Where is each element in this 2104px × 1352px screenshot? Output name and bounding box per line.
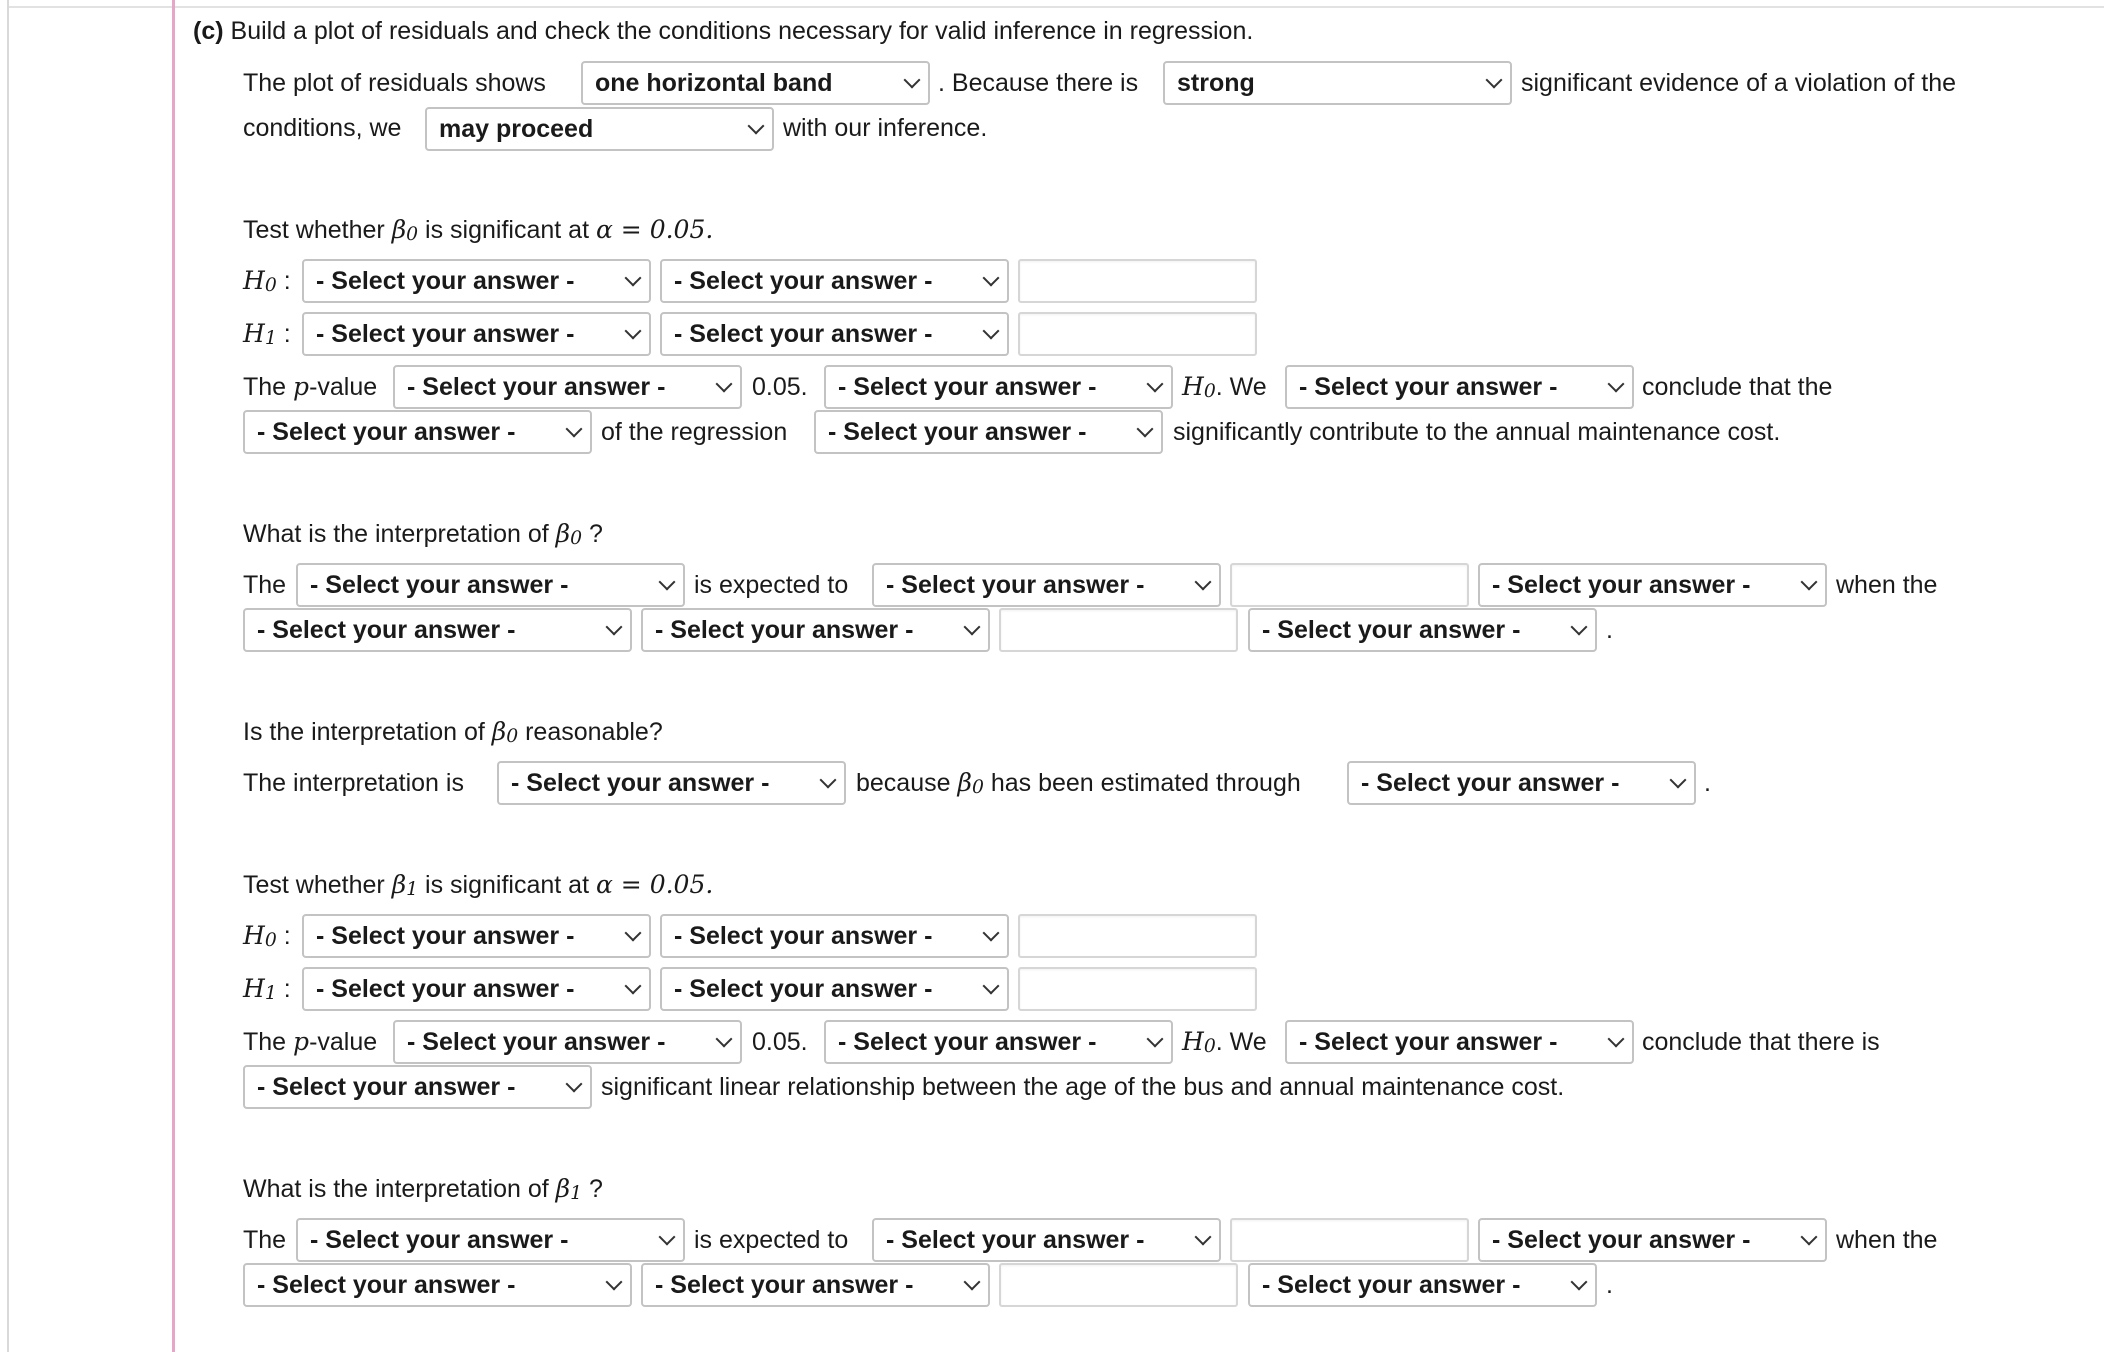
b1-decision-select[interactable]: - Select your answer - (824, 1020, 1173, 1064)
alpha-level: α = 0.05. (595, 870, 714, 899)
chevron-down-icon (1147, 376, 1164, 393)
b1-can-select[interactable]: - Select your answer - (1285, 1020, 1634, 1064)
b0-interp-unit2-select[interactable]: - Select your answer - (1248, 608, 1597, 652)
b1-h1-value-input[interactable] (1018, 967, 1257, 1011)
b1-linear-text: significant linear relationship between the age of the bus and annual maintenance cost. (601, 1073, 1565, 1101)
b0-interp-variable-select[interactable]: - Select your answer - (243, 608, 632, 652)
b0-h0-label: $H_0$ : (243, 266, 291, 297)
chevron-down-icon (1147, 1031, 1164, 1048)
chevron-down-icon (904, 72, 921, 89)
b0-threshold: 0.05. (752, 373, 808, 401)
residuals-text-1: The plot of residuals shows (243, 69, 546, 97)
beta1-symbol: $\beta_1$ (391, 870, 419, 901)
b1-interp-expected: is expected to (694, 1226, 849, 1254)
b1-conclude-text: conclude that there is (1642, 1028, 1880, 1056)
chevron-down-icon (1801, 1229, 1818, 1246)
b0-h1-param-select[interactable]: - Select your answer - (302, 312, 651, 356)
b0-h1-value-input[interactable] (1018, 312, 1257, 356)
b1-interp-unit-select[interactable]: - Select your answer - (1478, 1218, 1827, 1262)
b1-interp-the: The (243, 1226, 287, 1254)
chevron-down-icon (964, 619, 981, 636)
chevron-down-icon (716, 1031, 733, 1048)
chevron-down-icon (659, 1229, 676, 1246)
chevron-down-icon (1486, 72, 1503, 89)
chevron-down-icon (983, 323, 1000, 340)
b1-interp-question: What is the interpretation of $\beta_1$ ? (243, 1174, 603, 1205)
b1-interp-when: when the (1836, 1226, 1938, 1254)
b1-h1-param-select[interactable]: - Select your answer - (302, 967, 651, 1011)
b0-h0-we: $H_0$. We (1182, 372, 1267, 403)
b0-term-select[interactable]: - Select your answer - (243, 410, 592, 454)
b0-reasonable-select[interactable]: - Select your answer - (497, 761, 846, 805)
residuals-text-2: . Because there is (938, 69, 1139, 97)
chevron-down-icon (820, 772, 837, 789)
b0-interp-period: . (1606, 616, 1613, 644)
residuals-text-4: conditions, we (243, 114, 402, 142)
b0-interp-direction-select[interactable]: - Select your answer - (872, 563, 1221, 607)
evidence-strength-select[interactable]: strong (1163, 61, 1512, 105)
b1-pvalue-label: The p-value (243, 1027, 378, 1056)
b0-h0-relation-select[interactable]: - Select your answer - (660, 259, 1009, 303)
chevron-down-icon (606, 1274, 623, 1291)
b1-threshold: 0.05. (752, 1028, 808, 1056)
b0-reasonable-question: Is the interpretation of $\beta_0$ reasonable? (243, 717, 663, 748)
b0-estimation-select[interactable]: - Select your answer - (1347, 761, 1696, 805)
b1-interp-variable-select[interactable]: - Select your answer - (243, 1263, 632, 1307)
chevron-down-icon (625, 925, 642, 942)
b1-interp-amount-input[interactable] (1230, 1218, 1469, 1262)
chevron-down-icon (1801, 574, 1818, 591)
b0-h1-relation-select[interactable]: - Select your answer - (660, 312, 1009, 356)
b1-h0-value-input[interactable] (1018, 914, 1257, 958)
b0-reasonable-period: . (1704, 769, 1711, 797)
b0-h0-value-input[interactable] (1018, 259, 1257, 303)
chevron-down-icon (606, 619, 623, 636)
part-label: (c) (193, 17, 224, 45)
b0-interp-amount-input[interactable] (1230, 563, 1469, 607)
b1-interp-direction-select[interactable]: - Select your answer - (872, 1218, 1221, 1262)
chevron-down-icon (748, 118, 765, 135)
b0-conclude-text: conclude that the (1642, 373, 1833, 401)
b1-h1-label: $H_1$ : (243, 974, 291, 1005)
b0-interp-when: when the (1836, 571, 1938, 599)
b0-interp-change-select[interactable]: - Select your answer - (641, 608, 990, 652)
b0-contribute-text: significantly contribute to the annual maintenance cost. (1173, 418, 1781, 446)
b1-h1-relation-select[interactable]: - Select your answer - (660, 967, 1009, 1011)
b0-h0-param-select[interactable]: - Select your answer - (302, 259, 651, 303)
chevron-down-icon (1608, 1031, 1625, 1048)
chevron-down-icon (1670, 772, 1687, 789)
residuals-text-3: significant evidence of a violation of the (1521, 69, 1956, 97)
b0-of-regression: of the regression (601, 418, 788, 446)
chevron-down-icon (964, 1274, 981, 1291)
chevron-down-icon (566, 1076, 583, 1093)
b1-test-question: Test whether $\beta_1$ is significant at α = 0.05. (243, 870, 714, 901)
b0-can-select[interactable]: - Select your answer - (1285, 365, 1634, 409)
b0-test-question: Test whether $\beta_0$ is significant at α = 0.05. (243, 215, 714, 246)
b0-interp-expected: is expected to (694, 571, 849, 599)
chevron-down-icon (1571, 1274, 1588, 1291)
residual-band-select[interactable]: one horizontal band (581, 61, 930, 105)
b1-h0-relation-select[interactable]: - Select your answer - (660, 914, 1009, 958)
b0-interp-the: The (243, 571, 287, 599)
b0-interp-unit-select[interactable]: - Select your answer - (1478, 563, 1827, 607)
proceed-select[interactable]: may proceed (425, 107, 774, 151)
b1-interp-period: . (1606, 1271, 1613, 1299)
chevron-down-icon (566, 421, 583, 438)
top-divider (7, 6, 2104, 8)
b1-interp-change-select[interactable]: - Select your answer - (641, 1263, 990, 1307)
b0-interp-value-input[interactable] (999, 608, 1238, 652)
b1-h0-label: $H_0$ : (243, 921, 291, 952)
b1-h0-we: $H_0$. We (1182, 1027, 1267, 1058)
chevron-down-icon (1137, 421, 1154, 438)
b0-reasonable-because: because $\beta_0$ has been estimated through (856, 768, 1301, 799)
b0-pvalue-label: The p-value (243, 372, 378, 401)
b1-pvalue-compare-select[interactable]: - Select your answer - (393, 1020, 742, 1064)
chevron-down-icon (625, 323, 642, 340)
chevron-down-icon (625, 270, 642, 287)
chevron-down-icon (659, 574, 676, 591)
b0-interp-question: What is the interpretation of $\beta_0$ ? (243, 519, 603, 550)
chevron-down-icon (716, 376, 733, 393)
b1-interp-value-input[interactable] (999, 1263, 1238, 1307)
b0-interp-subject-select[interactable]: - Select your answer - (296, 563, 685, 607)
b0-does-select[interactable]: - Select your answer - (814, 410, 1163, 454)
chevron-down-icon (983, 925, 1000, 942)
chevron-down-icon (1195, 574, 1212, 591)
chevron-down-icon (983, 270, 1000, 287)
alpha-level: α = 0.05. (595, 215, 714, 244)
b0-h1-label: $H_1$ : (243, 319, 291, 350)
b1-interp-unit2-select[interactable]: - Select your answer - (1248, 1263, 1597, 1307)
chevron-down-icon (983, 978, 1000, 995)
beta0-symbol: $\beta_0$ (391, 215, 419, 246)
left-border (7, 0, 9, 1352)
chevron-down-icon (625, 978, 642, 995)
b0-decision-select[interactable]: - Select your answer - (824, 365, 1173, 409)
b1-is-select[interactable]: - Select your answer - (243, 1065, 592, 1109)
residuals-text-5: with our inference. (783, 114, 988, 142)
b0-pvalue-compare-select[interactable]: - Select your answer - (393, 365, 742, 409)
b0-reasonable-pre: The interpretation is (243, 769, 464, 797)
part-title (193, 15, 1253, 47)
chevron-down-icon (1195, 1229, 1212, 1246)
b1-h0-param-select[interactable]: - Select your answer - (302, 914, 651, 958)
part-title-text: Build a plot of residuals and check the conditions necessary for valid inference in regression. (230, 17, 1254, 45)
b1-interp-subject-select[interactable]: - Select your answer - (296, 1218, 685, 1262)
chevron-down-icon (1571, 619, 1588, 636)
chevron-down-icon (1608, 376, 1625, 393)
margin-line (172, 0, 175, 1352)
